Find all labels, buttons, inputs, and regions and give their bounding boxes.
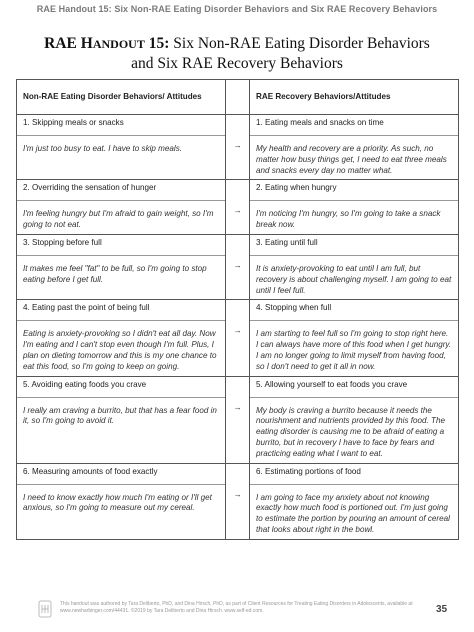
title-line-2: and Six RAE Recovery Behaviors bbox=[131, 55, 343, 72]
arrow-cell bbox=[226, 234, 250, 299]
cell-divider bbox=[250, 135, 458, 136]
right-behavior-label: 3. Eating until full bbox=[256, 237, 318, 247]
running-header: RAE Handout 15: Six Non-RAE Eating Disorder Behaviors and Six RAE Recovery Behaviors bbox=[36, 4, 438, 14]
right-behavior-quote: I am starting to feel full so I'm going to stop right here. I can always have more of this food when I get hungry. I am no longer going to limit myself from having food, so I don't need to get it all in now. bbox=[256, 329, 452, 371]
left-behavior-quote: It makes me feel "fat" to be full, so I'm going to stop eating before I get full. bbox=[23, 263, 207, 284]
behaviors-table bbox=[16, 79, 459, 540]
left-behavior-label: 3. Stopping before full bbox=[23, 237, 102, 247]
left-behavior-cell bbox=[17, 234, 226, 299]
table-row bbox=[17, 376, 459, 463]
right-behavior-quote: I am going to face my anxiety about not knowing exactly how much food is portioned out. I'm just going to estimate the portion by pouring an amount of cereal that looks about right in the bowl. bbox=[256, 492, 450, 534]
cell-divider bbox=[250, 484, 458, 485]
left-behavior-quote: I need to know exactly how much I'm eating or I'll get anxious, so I'm going to measure out my cereal. bbox=[23, 492, 212, 513]
arrow-column-header bbox=[226, 80, 250, 115]
left-behavior-quote: I'm just too busy to eat. I have to skip meals. bbox=[23, 144, 182, 153]
right-behavior-cell bbox=[250, 376, 459, 463]
publisher-logo-icon bbox=[38, 600, 52, 618]
cell-divider bbox=[17, 397, 225, 398]
right-arrow-icon: → bbox=[233, 206, 242, 216]
left-behavior-label: 4. Eating past the point of being full bbox=[23, 303, 150, 313]
table-row bbox=[17, 115, 459, 180]
left-behavior-label: 6. Measuring amounts of food exactly bbox=[23, 466, 158, 476]
arrow-cell bbox=[226, 376, 250, 463]
right-arrow-icon: → bbox=[233, 489, 242, 499]
cell-divider bbox=[17, 320, 225, 321]
left-behavior-quote: Eating is anxiety-provoking so I didn't eat all day. Now I'm eating and I can't stop even though I'm full. Plus, I plan on dieting tomorrow and this is my one chance to eat this food, so I'm going to keep on going. bbox=[23, 329, 217, 371]
right-behavior-quote: My body is craving a burrito because it needs the nourishment and nutrients provided by this food. The eating disorder is causing me to be afraid of eating a burrito, but in recovery I have to face by fears and practicing eating what I want to eat. bbox=[256, 405, 445, 458]
right-column-header: RAE Recovery Behaviors/Attitudes bbox=[250, 80, 459, 115]
right-arrow-icon: → bbox=[233, 141, 242, 150]
left-behavior-cell bbox=[17, 180, 226, 235]
table-row bbox=[17, 234, 459, 299]
page-number: 35 bbox=[436, 604, 448, 615]
footer-credit: This handout was authored by Tara Deliberto, PhD, and Dina Hirsch, PhD, as part of Client Resources for Treating Eating Disorders in Adolescents, available at www.newharbinger.com/44431. ©2019 by Tara Deliberto and Dina Hirsch. www.self-ed.com. bbox=[60, 601, 413, 614]
right-arrow-icon: → bbox=[233, 260, 242, 270]
left-behavior-label: 2. Overriding the sensation of hunger bbox=[23, 183, 157, 193]
arrow-cell bbox=[226, 115, 250, 180]
cell-divider bbox=[250, 320, 458, 321]
left-behavior-cell bbox=[17, 463, 226, 539]
left-behavior-label: 1. Skipping meals or snacks bbox=[23, 118, 124, 127]
left-behavior-cell bbox=[17, 115, 226, 180]
left-behavior-quote: I really am craving a burrito, but that has a fear food in it, so I'm going to avoid it. bbox=[23, 405, 217, 426]
table-body bbox=[17, 115, 459, 540]
arrow-cell bbox=[226, 463, 250, 539]
right-behavior-label: 1. Eating meals and snacks on time bbox=[256, 118, 384, 127]
left-behavior-cell bbox=[17, 300, 226, 376]
cell-divider bbox=[250, 200, 458, 201]
table-header-row bbox=[17, 80, 459, 115]
cell-divider bbox=[250, 397, 458, 398]
handout-label: RAE HANDOUT 15: bbox=[44, 35, 170, 52]
right-behavior-quote: It is anxiety-provoking to eat until I am full, but recovery is about challenging myself. I am going to eat until I feel full. bbox=[256, 263, 452, 295]
left-behavior-label: 5. Avoiding eating foods you crave bbox=[23, 379, 147, 389]
right-behavior-label: 5. Allowing yourself to eat foods you crave bbox=[256, 379, 408, 389]
left-behavior-quote: I'm feeling hungry but I'm afraid to gain weight, so I'm going to not eat. bbox=[23, 209, 214, 230]
arrow-cell bbox=[226, 300, 250, 376]
cell-divider bbox=[17, 484, 225, 485]
table-row bbox=[17, 300, 459, 376]
right-behavior-cell bbox=[250, 180, 459, 235]
right-behavior-cell bbox=[250, 300, 459, 376]
right-arrow-icon: → bbox=[233, 326, 242, 336]
left-behavior-cell bbox=[17, 376, 226, 463]
title-line-1: RAE HANDOUT 15: Six Non-RAE Eating Disorder Behaviors bbox=[44, 35, 430, 52]
arrow-cell bbox=[226, 180, 250, 235]
cell-divider bbox=[17, 135, 225, 136]
right-behavior-label: 4. Stopping when full bbox=[256, 303, 332, 313]
right-behavior-cell bbox=[250, 234, 459, 299]
right-arrow-icon: → bbox=[233, 402, 242, 412]
table-row bbox=[17, 180, 459, 235]
page-title bbox=[0, 34, 474, 73]
right-behavior-cell bbox=[250, 115, 459, 180]
cell-divider bbox=[17, 255, 225, 256]
right-behavior-label: 6. Estimating portions of food bbox=[256, 466, 361, 476]
table-row bbox=[17, 463, 459, 539]
right-behavior-label: 2. Eating when hungry bbox=[256, 183, 337, 193]
right-behavior-quote: My health and recovery are a priority. As such, no matter how busy things get, I need to eat three meals and snacks every day no matter what. bbox=[256, 144, 447, 175]
cell-divider bbox=[250, 255, 458, 256]
left-column-header: Non-RAE Eating Disorder Behaviors/ Attitudes bbox=[17, 80, 226, 115]
right-behavior-quote: I'm noticing I'm hungry, so I'm going to take a snack break now. bbox=[256, 209, 441, 230]
cell-divider bbox=[17, 200, 225, 201]
right-behavior-cell bbox=[250, 463, 459, 539]
